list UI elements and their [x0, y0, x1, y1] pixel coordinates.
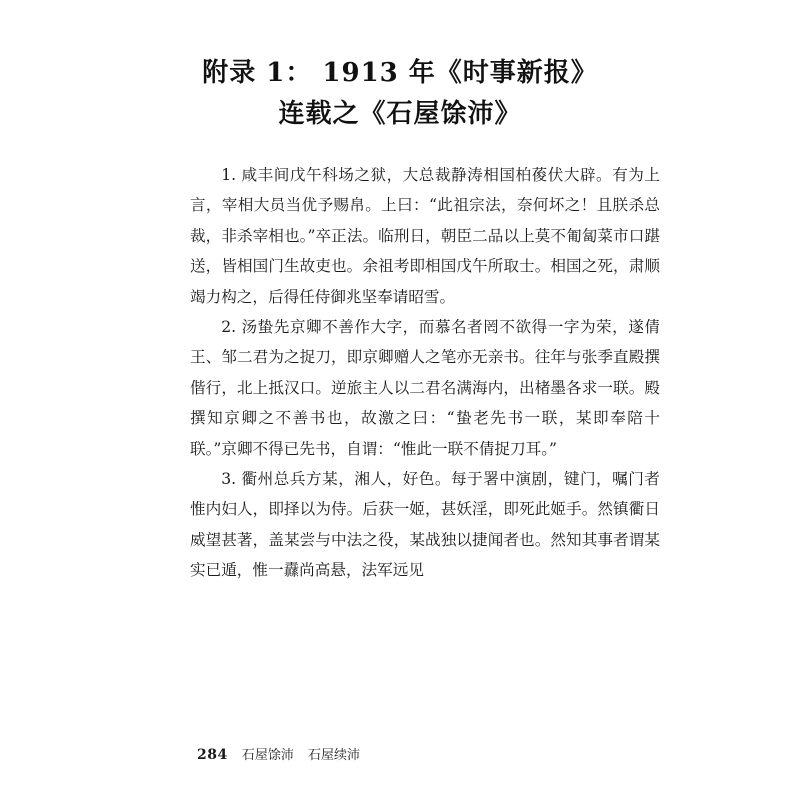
running-title-2: 石屋续沛: [308, 748, 361, 763]
running-title-1: 石屋馀沛: [241, 748, 294, 763]
body-text: [190, 160, 660, 586]
paragraph-2: 2. 汤蛰先京卿不善作大字，而慕名者罔不欲得一字为荣，遂倩王、邹二君为之捉刀，即京卿赠人之笔亦无亲书。往年与张季直殿撰偕行，北上抵汉口。逆旅主人以二君名满海内，出楮墨各求一联。殿撰知京卿之不善书也，故激之曰：“蛰老先书一联，某即奉陪十联。”京卿不得已先书，自谓：“惟此一联不倩捉刀耳。”: [190, 318, 660, 458]
appendix-title: 附录 1： 1913 年《时事新报》: [202, 58, 598, 88]
paragraph-1: 1. 咸丰间戊午科场之狱，大总裁静涛相国柏葰伏大辟。有为上言，宰相大员当优予赐帛。上曰：“此祖宗法，奈何坏之！且朕杀总裁，非杀宰相也。”卒正法。临刑日，朝臣二品以上莫不匍匐菜市口踸送，皆相国门生故吏也。余祖考即相国戊午所取士。相国之死，肃顺竭力构之，后得任侍御兆坚奉请昭雪。: [190, 166, 660, 306]
page-number: 284: [197, 747, 228, 763]
paragraph-3: 3. 衢州总兵方某，湘人，好色。每于署中演剧，键门，嘱门者惟内妇人，即择以为侍。后获一姬，甚妖淫，即死此姬手。然镇衢日威望甚著，盖某尝与中法之役，某战独以捷闻者也。然知其事者谓某实已遁，惟一纛尚高悬，法军远见: [190, 470, 660, 580]
page-footer: [197, 744, 360, 763]
appendix-subtitle: 连载之《石屋馀沛》: [278, 99, 522, 129]
